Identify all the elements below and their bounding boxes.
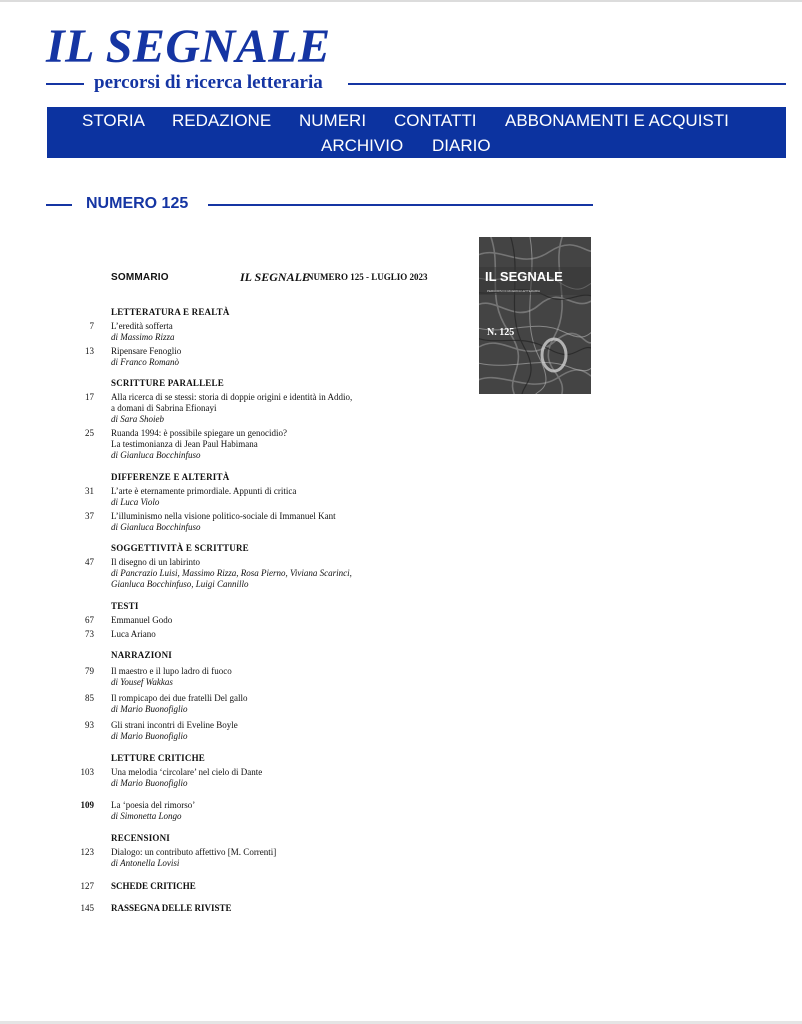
subtitle-rule-right: [348, 83, 786, 85]
toc-title: RASSEGNA DELLE RIVISTE: [111, 903, 232, 913]
toc-title: Una melodia ‘circolare’ nel cielo di Dante: [111, 767, 263, 777]
nav-item-redazione[interactable]: REDAZIONE: [172, 111, 272, 130]
site-subtitle-row: [46, 72, 786, 94]
main-nav: [47, 107, 786, 158]
toc-page: 109: [80, 800, 94, 810]
toc-section: LETTERATURA E REALTÀ: [111, 307, 230, 317]
toc-author: di Antonella Lovisi: [111, 858, 180, 868]
toc-section: NARRAZIONI: [111, 650, 173, 660]
toc-issue: NUMERO 125 - LUGLIO 2023: [307, 272, 428, 282]
nav-item-abbonamenti[interactable]: ABBONAMENTI E ACQUISTI: [505, 111, 729, 130]
nav-item-contatti[interactable]: CONTATTI: [394, 111, 477, 130]
toc-page: 47: [85, 557, 94, 567]
toc-page: 103: [80, 767, 94, 777]
toc-title: Luca Ariano: [111, 629, 156, 639]
table-of-contents: [70, 262, 430, 922]
toc-section: TESTI: [111, 601, 139, 611]
toc-title: Il maestro e il lupo ladro di fuoco: [111, 666, 232, 676]
site-subtitle: percorsi di ricerca letteraria: [94, 72, 323, 93]
toc-author: di Mario Buonofiglio: [111, 704, 188, 714]
top-border: [0, 0, 802, 2]
toc-section: LETTURE CRITICHE: [111, 753, 205, 763]
toc-author: di Yousef Wakkas: [111, 677, 173, 687]
toc-author: di Pancrazio Luisi, Massimo Rizza, Rosa Pierno, Viviana Scarinci,: [111, 568, 352, 578]
toc-author: di Gianluca Bocchinfuso: [111, 450, 201, 460]
toc-title-cont: La testimonianza di Jean Paul Habimana: [111, 439, 258, 449]
section-heading-row: [46, 192, 596, 216]
toc-title: Il rompicapo dei due fratelli Del gallo: [111, 693, 248, 703]
toc-title: La ‘poesia del rimorso’: [111, 800, 196, 810]
toc-title: L’eredità sofferta: [111, 321, 173, 331]
toc-author: di Luca Violo: [111, 497, 160, 507]
section-rule-left: [46, 204, 72, 206]
toc-page: 123: [80, 847, 94, 857]
toc-page: 37: [85, 511, 94, 521]
toc-title: Ruanda 1994: è possibile spiegare un genocidio?: [111, 428, 287, 438]
toc-title: Alla ricerca di se stessi: storia di doppie origini e identità in Addio,: [111, 392, 353, 402]
toc-page: 85: [85, 693, 94, 703]
toc-author: di Mario Buonofiglio: [111, 778, 188, 788]
toc-author: di Sara Shoieb: [111, 414, 164, 424]
toc-author-cont: Gianluca Bocchinfuso, Luigi Cannillo: [111, 579, 249, 589]
section-title: NUMERO 125: [86, 195, 189, 212]
cover-title: IL SEGNALE: [485, 269, 563, 284]
toc-page: 17: [85, 392, 94, 402]
toc-title: SCHEDE CRITICHE: [111, 881, 196, 891]
toc-page: 25: [85, 428, 94, 438]
toc-label: SOMMARIO: [111, 272, 169, 283]
toc-page: 67: [85, 615, 94, 625]
toc-page: 93: [85, 720, 94, 730]
toc-section: RECENSIONI: [111, 833, 171, 843]
toc-section: SCRITTURE PARALLELE: [111, 378, 224, 388]
cover-subtitle: PERCORSI DI RICERCA LETTERARIA: [487, 289, 541, 293]
toc-section: DIFFERENZE E ALTERITÀ: [111, 472, 230, 482]
toc-page: 79: [85, 666, 94, 676]
toc-page: 7: [89, 321, 94, 331]
toc-page: 145: [80, 903, 94, 913]
cover-issue-number: N. 125: [487, 327, 515, 338]
toc-author: di Franco Romanò: [111, 357, 179, 367]
toc-author: di Massimo Rizza: [111, 332, 175, 342]
toc-section: SOGGETTIVITÀ E SCRITTURE: [111, 543, 249, 553]
section-rule-right: [208, 204, 593, 206]
toc-author: di Mario Buonofiglio: [111, 731, 188, 741]
issue-cover-image[interactable]: [479, 237, 591, 394]
toc-title: Dialogo: un contributo affettivo [M. Correnti]: [111, 847, 277, 857]
toc-page: 127: [80, 881, 94, 891]
toc-title: Il disegno di un labirinto: [111, 557, 200, 567]
toc-magazine-name: IL SEGNALE: [240, 270, 310, 284]
nav-item-storia[interactable]: STORIA: [82, 111, 145, 130]
toc-page: 13: [85, 346, 94, 356]
toc-title: Ripensare Fenoglio: [111, 346, 182, 356]
toc-page: 31: [85, 486, 94, 496]
toc-page: 73: [85, 629, 94, 639]
cover-texture: [479, 237, 591, 394]
toc-author: di Gianluca Bocchinfuso: [111, 522, 201, 532]
toc-title: L’illuminismo nella visione politico-sociale di Immanuel Kant: [111, 511, 336, 521]
nav-item-diario[interactable]: DIARIO: [432, 136, 491, 155]
toc-title: Gli strani incontri di Eveline Boyle: [111, 720, 238, 730]
toc-title: L’arte è eternamente primordiale. Appunti di critica: [111, 486, 297, 496]
nav-item-numeri[interactable]: NUMERI: [299, 111, 367, 130]
toc-author: di Simonetta Longo: [111, 811, 182, 821]
subtitle-rule-left: [46, 83, 84, 85]
toc-title: Emmanuel Godo: [111, 615, 173, 625]
toc-title-cont: a domani di Sabrina Efionayi: [111, 403, 217, 413]
nav-item-archivio[interactable]: ARCHIVIO: [321, 136, 404, 155]
site-logo-title[interactable]: IL SEGNALE: [46, 20, 331, 73]
